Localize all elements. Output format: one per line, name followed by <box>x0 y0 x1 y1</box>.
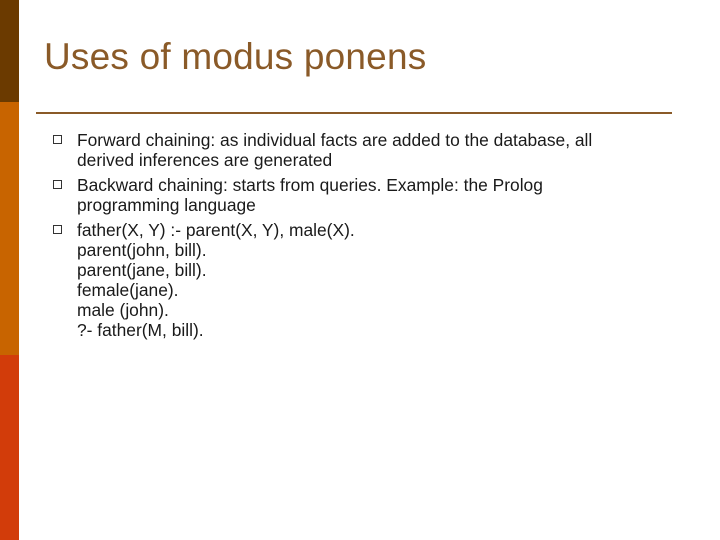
hollow-square-bullet-icon <box>52 220 77 240</box>
bullet-text <box>77 220 692 340</box>
prolog-line: male (john). <box>77 300 169 320</box>
prolog-line: female(jane). <box>77 280 179 300</box>
prolog-line: parent(john, bill). <box>77 240 207 260</box>
bullet-text <box>77 175 692 215</box>
bullet-item-prolog-example <box>52 220 692 340</box>
prolog-line: parent(jane, bill). <box>77 260 207 280</box>
bullet-line: Forward chaining: as individual facts are added to the database, all <box>77 130 593 150</box>
bullet-line: derived inferences are generated <box>77 150 333 170</box>
bullet-line: programming language <box>77 195 256 215</box>
prolog-line: father(X, Y) :- parent(X, Y), male(X). <box>77 220 355 240</box>
prolog-line: ?- father(M, bill). <box>77 320 204 340</box>
bullet-text <box>77 130 692 170</box>
side-accent-bar <box>0 0 19 540</box>
side-bar-top-segment <box>0 0 19 102</box>
bullet-list <box>52 130 692 345</box>
bullet-line: Backward chaining: starts from queries. Example: the Prolog <box>77 175 543 195</box>
bullet-item-backward-chaining <box>52 175 692 215</box>
slide-title: Uses of modus ponens <box>44 36 427 77</box>
side-bar-bottom-segment <box>0 355 19 540</box>
hollow-square-bullet-icon <box>52 175 77 195</box>
title-divider <box>36 112 672 114</box>
hollow-square-bullet-icon <box>52 130 77 150</box>
bullet-item-forward-chaining <box>52 130 692 170</box>
side-bar-middle-segment <box>0 102 19 355</box>
